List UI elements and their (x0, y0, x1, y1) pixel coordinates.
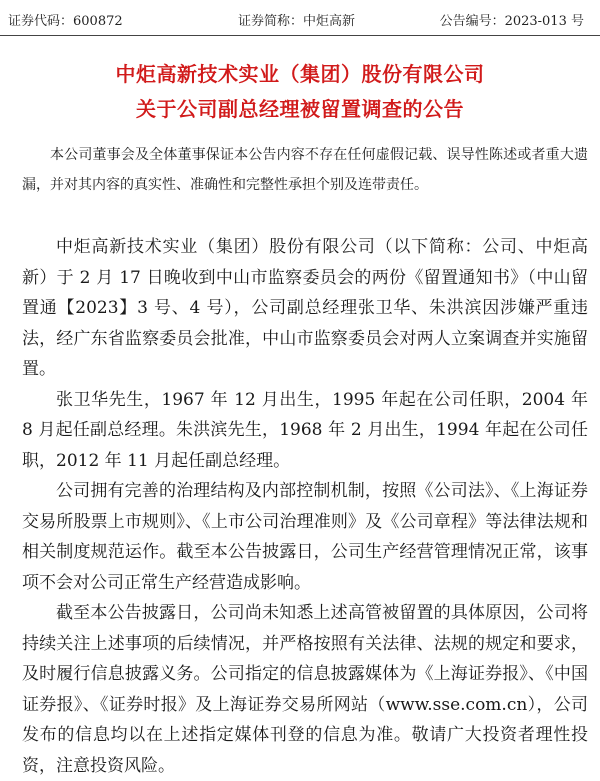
stock-abbreviation: 证券简称：中炬高新 (238, 14, 356, 29)
title-company: 中炬高新技术实业（集团）股份有限公司 (115, 62, 485, 86)
announcement-body (22, 232, 588, 781)
title-subject: 关于公司副总经理被留置调查的公告 (136, 97, 464, 121)
paragraph-disclosure: 截至本公告披露日，公司尚未知悉上述高管被留置的具体原因，公司将持续关注上述事项的后续情况，并严格按照有关法律、法规的规定和要求，及时履行信息披露义务。公司指定的信息披露媒体为《上海证券报》、《中国证券报》、《证券时报》及上海证券交易所网站（www.sse.com.cn），公司发布的信息均以在上述指定媒体刊登的信息为准。敬请广大投资者理性投资，注意投资风险。 (22, 603, 588, 776)
header-divider (0, 35, 600, 36)
stock-code: 证券代码：600872 (8, 14, 123, 29)
paragraph-governance: 公司拥有完善的治理结构及内部控制机制，按照《公司法》、《上海证券交易所股票上市规则》、《上市公司治理准则》及《公司章程》等法律法规和相关制度规范运作。截至本公告披露日，公司生产经营管理情况正常，该事项不会对公司正常生产经营造成影响。 (22, 481, 588, 593)
board-disclaimer: 本公司董事会及全体董事保证本公告内容不存在任何虚假记载、误导性陈述或者重大遗漏，并对其内容的真实性、准确性和完整性承担个别及连带责任。 (22, 147, 588, 193)
document-header (0, 0, 600, 40)
notice-number: 公告编号：2023-013 号 (439, 14, 584, 29)
paragraph-executive-bios: 张卫华先生，1967 年 12 月出生，1995 年起在公司任职，2004 年 8 月起任副总经理。朱洪滨先生，1968 年 2 月出生，1994 年起在公司任职，2012 年 11 月起任副总经理。 (22, 389, 588, 471)
paragraph-detention-notice: 中炬高新技术实业（集团）股份有限公司（以下简称：公司、中炬高新）于 2 月 17 日晚收到中山市监察委员会的两份《留置通知书》（中山留置通【2023】3 号、4 号），公司副总经理张卫华、朱洪滨因涉嫌严重违法，经广东省监察委员会批准，中山市监察委员会对两人立案调查并实施留置。 (22, 237, 588, 379)
